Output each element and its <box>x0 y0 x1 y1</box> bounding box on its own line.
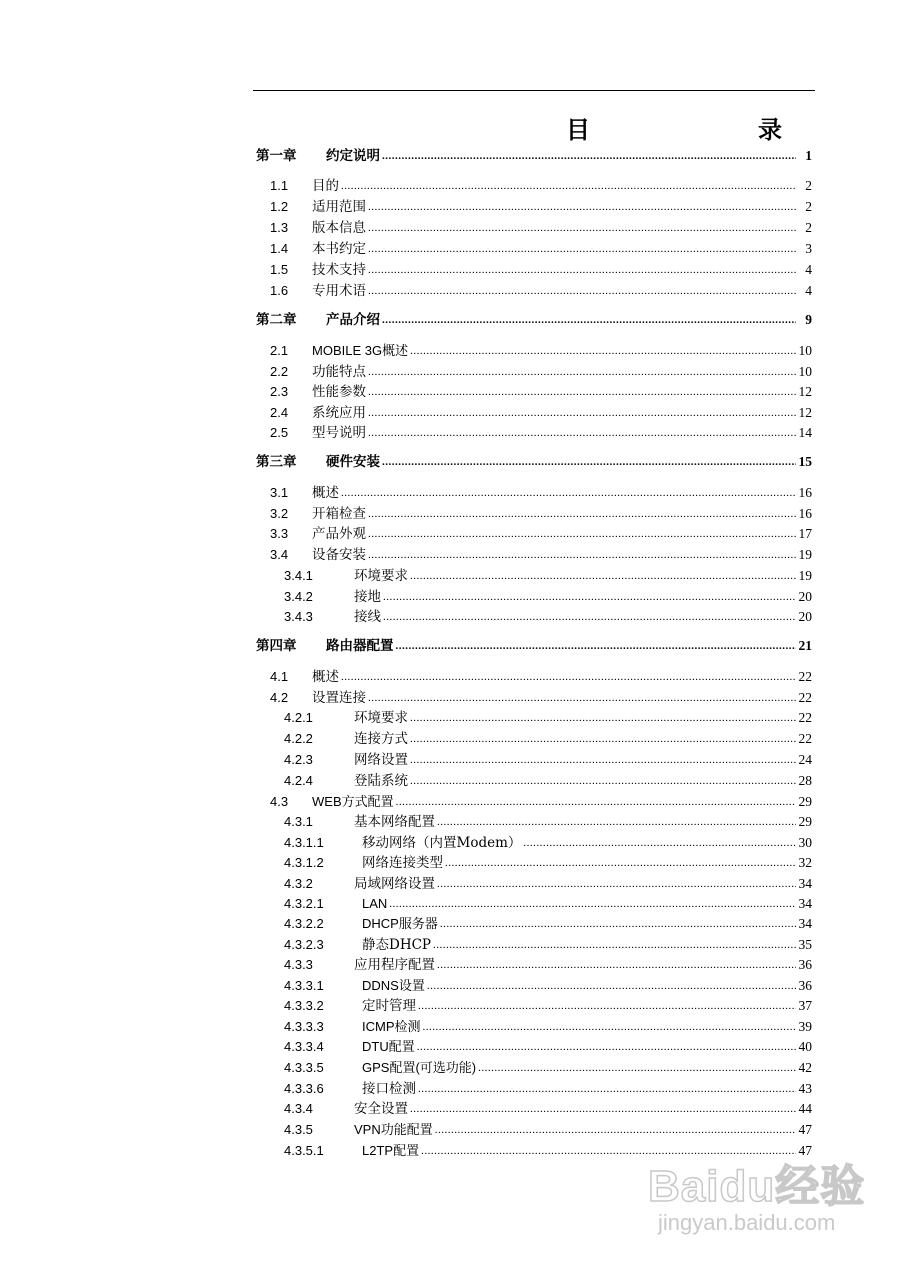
toc-entry[interactable] <box>256 1015 812 1035</box>
toc-entry-number: 4.2.3 <box>284 752 313 767</box>
toc-entry-title: 设置连接 <box>312 690 366 706</box>
toc-entry-number: 4.3 <box>270 794 289 809</box>
toc-entry-page: 4 <box>805 262 812 277</box>
toc-entry-page: 20 <box>798 589 812 604</box>
toc-entry-page: 2 <box>805 178 812 193</box>
toc-entry[interactable] <box>256 1097 812 1117</box>
toc-entry-page: 47 <box>798 1143 812 1158</box>
toc-entry[interactable] <box>256 522 812 542</box>
page-title: 目 录 <box>566 115 822 144</box>
toc-entry-number: 4.2.4 <box>284 773 313 788</box>
dot-leader <box>440 916 796 932</box>
toc-entry-number: 4.3.4 <box>284 1101 313 1116</box>
toc-entry-number: 4.2.2 <box>284 731 313 746</box>
toc-entry-page: 43 <box>798 1081 812 1096</box>
dot-leader <box>410 710 796 726</box>
toc-entry-number: 4.3.5.1 <box>284 1143 324 1158</box>
toc-entry-title: L2TP配置 <box>362 1143 420 1158</box>
toc-entry[interactable] <box>256 912 812 932</box>
toc-entry-title: DHCP服务器 <box>362 916 438 931</box>
toc-entry[interactable] <box>256 605 812 625</box>
toc-entry-title: 概述 <box>312 485 339 501</box>
toc-entry[interactable] <box>256 401 812 421</box>
dot-leader <box>368 690 796 706</box>
toc-entry[interactable] <box>256 872 812 892</box>
dot-leader <box>410 568 796 584</box>
toc-entry-title: MOBILE 3G概述 <box>312 343 409 358</box>
toc-entry-number: 4.3.1.2 <box>284 855 324 870</box>
dot-leader <box>368 241 796 257</box>
dot-leader <box>410 731 796 747</box>
toc-entry[interactable] <box>256 790 812 810</box>
dot-leader <box>396 794 796 810</box>
toc-entry[interactable] <box>256 339 812 359</box>
toc-entry-number: 4.3.2.3 <box>284 937 324 952</box>
toc-entry-title: 移动网络（内置Modem） <box>362 835 522 851</box>
toc-chapter-entry[interactable] <box>256 450 812 470</box>
toc-entry[interactable] <box>256 727 812 747</box>
toc-entry-page: 39 <box>798 1019 812 1034</box>
toc-entry[interactable] <box>256 892 812 912</box>
toc-entry-page: 22 <box>798 710 812 725</box>
toc-entry-title: 产品介绍 <box>326 312 380 328</box>
toc-entry-page: 10 <box>798 343 812 358</box>
toc-entry-title: GPS配置(可选功能) <box>362 1060 477 1075</box>
toc-chapter-entry[interactable] <box>256 634 812 654</box>
toc-entry-number: 2.1 <box>270 343 289 358</box>
toc-entry-page: 40 <box>798 1039 812 1054</box>
toc-entry-page: 47 <box>798 1122 812 1137</box>
toc-entry[interactable] <box>256 174 812 194</box>
toc-entry[interactable] <box>256 1035 812 1055</box>
toc-entry-title: 静态DHCP <box>362 937 432 953</box>
toc-entry-page: 3 <box>805 241 812 256</box>
toc-entry-number: 4.3.3.2 <box>284 998 324 1013</box>
toc-entry-title: 登陆系统 <box>354 773 408 789</box>
toc-entry-page: 19 <box>798 568 812 583</box>
toc-entry[interactable] <box>256 421 812 441</box>
toc-entry-number: 2.2 <box>270 364 289 379</box>
toc-entry-number: 2.3 <box>270 384 289 399</box>
toc-entry[interactable] <box>256 994 812 1014</box>
toc-entry-title: 适用范围 <box>312 199 366 215</box>
toc-entry-number: 第三章 <box>256 454 297 470</box>
toc-entry-title: 环境要求 <box>354 710 408 726</box>
baidu-jingyan-logo: Baidu经验 <box>648 1162 866 1211</box>
toc-entry-page: 17 <box>798 526 812 541</box>
dot-leader <box>382 454 796 470</box>
toc-entry-number: 4.3.1.1 <box>284 835 324 850</box>
dot-leader <box>410 773 796 789</box>
toc-entry-page: 21 <box>798 638 812 653</box>
dot-leader <box>410 752 796 768</box>
toc-entry-page: 12 <box>798 384 812 399</box>
toc-entry[interactable] <box>256 380 812 400</box>
toc-entry-number: 2.5 <box>270 425 289 440</box>
toc-entry-number: 第一章 <box>256 148 297 164</box>
dot-leader <box>368 199 796 215</box>
toc-entry[interactable] <box>256 502 812 522</box>
toc-entry-number: 4.3.2.2 <box>284 916 324 931</box>
toc-entry-number: 3.4.1 <box>284 568 313 583</box>
toc-entry-number: 4.2 <box>270 690 289 705</box>
toc-entry-title: 开箱检查 <box>312 506 366 522</box>
toc-entry-title: 基本网络配置 <box>354 814 435 830</box>
toc-entry-number: 4.3.3.4 <box>284 1039 324 1054</box>
toc-entry-number: 2.4 <box>270 405 289 420</box>
dot-leader <box>368 364 796 380</box>
toc-entry[interactable] <box>256 810 812 830</box>
toc-entry-title: 概述 <box>312 669 339 685</box>
toc-entry-page: 15 <box>798 454 812 469</box>
toc-entry-title: 连接方式 <box>354 731 408 747</box>
toc-entry-title: ICMP检测 <box>362 1019 421 1034</box>
toc-chapter-entry[interactable] <box>256 144 812 164</box>
toc-entry-page: 37 <box>798 998 812 1013</box>
toc-entry-page: 32 <box>798 855 812 870</box>
toc-entry[interactable] <box>256 974 812 994</box>
toc-entry[interactable] <box>256 564 812 584</box>
toc-entry-number: 4.3.5 <box>284 1122 313 1137</box>
toc-entry-page: 4 <box>805 283 812 298</box>
toc-entry-title: 技术支持 <box>312 262 366 278</box>
toc-entry-number: 4.3.3.5 <box>284 1060 324 1075</box>
toc-entry-number: 第二章 <box>256 312 297 328</box>
dot-leader <box>341 669 796 685</box>
toc-entry-title: 约定说明 <box>326 148 380 164</box>
toc-entry-title: 系统应用 <box>312 405 366 421</box>
dot-leader <box>368 425 796 441</box>
toc-entry-number: 3.3 <box>270 526 289 541</box>
header-rule <box>253 90 815 91</box>
toc-entry-page: 44 <box>798 1101 812 1116</box>
dot-leader <box>523 835 796 851</box>
dot-leader <box>418 998 796 1014</box>
toc-entry-page: 1 <box>805 148 812 163</box>
dot-leader <box>433 937 796 953</box>
toc-entry-title: 环境要求 <box>354 568 408 584</box>
toc-entry-page: 22 <box>798 731 812 746</box>
toc-entry-page: 12 <box>798 405 812 420</box>
toc-entry-number: 1.4 <box>270 241 289 256</box>
toc-entry-number: 4.3.3.3 <box>284 1019 324 1034</box>
toc-entry-title: 专用术语 <box>312 283 366 299</box>
toc-entry-page: 28 <box>798 773 812 788</box>
toc-entry-number: 1.1 <box>270 178 289 193</box>
toc-entry[interactable] <box>256 360 812 380</box>
toc-entry-number: 4.3.2.1 <box>284 896 324 911</box>
toc-entry[interactable] <box>256 543 812 563</box>
toc-entry-number: 3.4.3 <box>284 609 313 624</box>
toc-entry-page: 2 <box>805 199 812 214</box>
toc-entry-number: 3.2 <box>270 506 289 521</box>
toc-entry-page: 35 <box>798 937 812 952</box>
dot-leader <box>368 405 796 421</box>
dot-leader <box>341 485 796 501</box>
dot-leader <box>423 1019 796 1035</box>
toc-entry-title: 接地 <box>354 589 381 605</box>
toc-entry-page: 30 <box>798 835 812 850</box>
toc-entry-title: 定时管理 <box>362 998 416 1014</box>
dot-leader <box>427 978 796 994</box>
dot-leader <box>478 1060 796 1076</box>
toc-entry[interactable] <box>256 748 812 768</box>
dot-leader <box>382 148 796 164</box>
toc-entry-page: 20 <box>798 609 812 624</box>
toc-entry[interactable] <box>256 769 812 789</box>
toc-entry-page: 29 <box>798 814 812 829</box>
toc-entry[interactable] <box>256 1118 812 1138</box>
toc-entry[interactable] <box>256 933 812 953</box>
dot-leader <box>383 609 796 625</box>
toc-entry-title: 硬件安装 <box>326 454 380 470</box>
toc-entry-number: 第四章 <box>256 638 297 654</box>
dot-leader <box>389 896 796 912</box>
dot-leader <box>368 283 796 299</box>
toc-entry-page: 24 <box>798 752 812 767</box>
toc-entry-page: 14 <box>798 425 812 440</box>
dot-leader <box>410 343 796 359</box>
toc-entry-number: 4.3.1 <box>284 814 313 829</box>
toc-entry-title: 版本信息 <box>312 220 366 236</box>
dot-leader <box>437 957 796 973</box>
toc-entry-number: 3.4 <box>270 547 289 562</box>
dot-leader <box>445 855 796 871</box>
toc-entry-page: 22 <box>798 669 812 684</box>
toc-entry-number: 4.2.1 <box>284 710 313 725</box>
dot-leader <box>437 876 796 892</box>
watermark-url: jingyan.baidu.com <box>658 1210 836 1235</box>
toc-entry[interactable] <box>256 585 812 605</box>
toc-entry-title: 型号说明 <box>312 425 366 441</box>
watermark <box>640 1150 870 1250</box>
toc-entry-page: 36 <box>798 957 812 972</box>
toc-entry-title: 本书约定 <box>312 241 366 257</box>
toc-entry-number: 1.2 <box>270 199 289 214</box>
toc-entry[interactable] <box>256 686 812 706</box>
toc-entry[interactable] <box>256 953 812 973</box>
toc-entry-number: 3.1 <box>270 485 289 500</box>
toc-entry-title: 设备安装 <box>312 547 366 563</box>
toc-entry[interactable] <box>256 831 812 851</box>
dot-leader <box>368 506 796 522</box>
toc-entry-title: 网络设置 <box>354 752 408 768</box>
dot-leader <box>383 589 796 605</box>
toc-entry-number: 1.6 <box>270 283 289 298</box>
toc-entry-title: 性能参数 <box>312 384 366 400</box>
dot-leader <box>417 1039 796 1055</box>
toc-entry-title: 目的 <box>312 178 339 194</box>
dot-leader <box>435 1122 796 1138</box>
toc-entry-page: 10 <box>798 364 812 379</box>
toc-entry-title: 功能特点 <box>312 364 366 380</box>
toc-entry-number: 4.3.3.6 <box>284 1081 324 1096</box>
toc-entry[interactable] <box>256 706 812 726</box>
toc-entry-number: 4.3.3.1 <box>284 978 324 993</box>
toc-entry-title: 局域网络设置 <box>354 876 435 892</box>
toc-entry-title: 路由器配置 <box>326 638 394 654</box>
dot-leader <box>437 814 796 830</box>
toc-entry-title: DDNS设置 <box>362 978 425 993</box>
toc-entry[interactable] <box>256 195 812 215</box>
dot-leader <box>418 1081 796 1097</box>
toc-entry-number: 1.5 <box>270 262 289 277</box>
toc-chapter-entry[interactable] <box>256 308 812 328</box>
toc-entry-page: 42 <box>798 1060 812 1075</box>
toc-entry-number: 4.1 <box>270 669 289 684</box>
toc-entry[interactable] <box>256 481 812 501</box>
toc-entry-page: 29 <box>798 794 812 809</box>
dot-leader <box>368 526 796 542</box>
toc-entry-number: 3.4.2 <box>284 589 313 604</box>
toc-entry-page: 36 <box>798 978 812 993</box>
toc-entry-title: 网络连接类型 <box>362 855 443 871</box>
toc-entry[interactable] <box>256 258 812 278</box>
toc-entry-title: 接口检测 <box>362 1081 416 1097</box>
dot-leader <box>410 1101 796 1117</box>
toc-entry-title: 应用程序配置 <box>354 957 435 973</box>
toc-entry-page: 34 <box>798 896 812 911</box>
toc-entry[interactable] <box>256 216 812 236</box>
toc-entry-number: 4.3.2 <box>284 876 313 891</box>
toc-entry-title: DTU配置 <box>362 1039 415 1054</box>
toc-entry-title: WEB方式配置 <box>312 794 394 809</box>
toc-entry-page: 34 <box>798 876 812 891</box>
toc-entry[interactable] <box>256 237 812 257</box>
toc-entry-page: 16 <box>798 506 812 521</box>
toc-entry-number: 4.3.3 <box>284 957 313 972</box>
toc-entry-page: 22 <box>798 690 812 705</box>
toc-entry-page: 34 <box>798 916 812 931</box>
dot-leader <box>382 312 796 328</box>
dot-leader <box>396 638 797 654</box>
dot-leader <box>368 220 796 236</box>
toc-entry-number: 1.3 <box>270 220 289 235</box>
toc-entry[interactable] <box>256 665 812 685</box>
toc-entry[interactable] <box>256 1056 812 1076</box>
toc-entry-title: LAN <box>362 896 388 911</box>
toc-entry-page: 16 <box>798 485 812 500</box>
toc-entry[interactable] <box>256 279 812 299</box>
toc-entry-page: 9 <box>805 312 812 327</box>
dot-leader <box>341 178 796 194</box>
toc-entry-page: 2 <box>805 220 812 235</box>
toc-entry-page: 19 <box>798 547 812 562</box>
toc-entry[interactable] <box>256 851 812 871</box>
dot-leader <box>368 262 796 278</box>
toc-entry-title: 产品外观 <box>312 526 366 542</box>
toc-entry-title: 安全设置 <box>354 1101 408 1117</box>
toc-entry-title: VPN功能配置 <box>354 1122 433 1137</box>
toc-entry-title: 接线 <box>354 609 381 625</box>
toc-entry[interactable] <box>256 1077 812 1097</box>
dot-leader <box>368 547 796 563</box>
dot-leader <box>368 384 796 400</box>
